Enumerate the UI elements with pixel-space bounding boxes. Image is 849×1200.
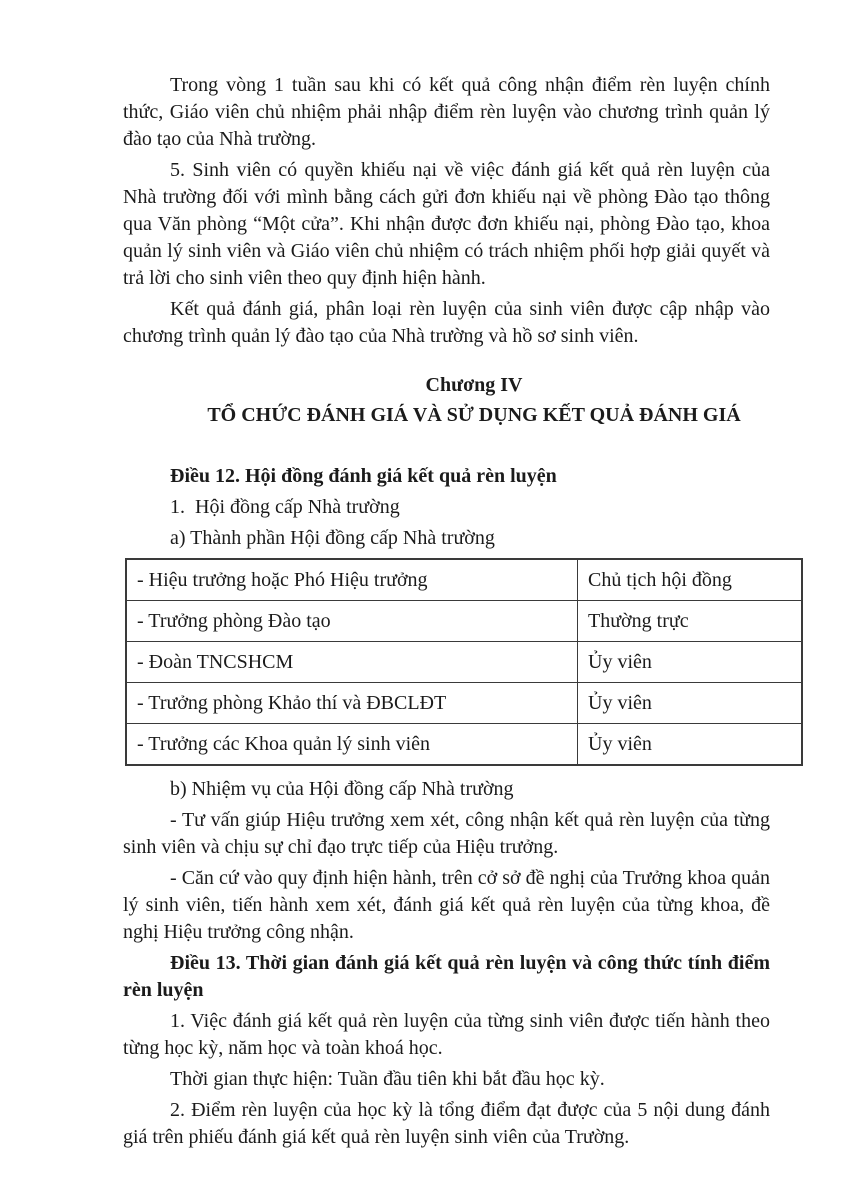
chapter-title: TỔ CHỨC ĐÁNH GIÁ VÀ SỬ DỤNG KẾT QUẢ ĐÁNH GIÁ	[207, 404, 741, 426]
paragraph-complaint-right: 5. Sinh viên có quyền khiếu nại về việc đánh giá kết quả rèn luyện của Nhà trường đối với mình bằng cách gửi đơn khiếu nại về phòng Đào tạo thông qua Văn phòng “Một cửa”. Khi nhận được đơn khiếu nại, phòng Đào tạo, khoa quản lý sinh viên và Giáo viên chủ nhiệm có trách nhiệm phối hợp giải quyết và trả lời cho sinh viên theo quy định hiện hành.	[123, 159, 775, 289]
council-members-table	[125, 558, 803, 766]
table-cell-member: - Trưởng các Khoa quản lý sinh viên	[126, 724, 578, 766]
article-12-duty-1: - Tư vấn giúp Hiệu trưởng xem xét, công nhận kết quả rèn luyện của từng sinh viên và chịu sự chỉ đạo trực tiếp của Hiệu trưởng.	[123, 809, 775, 858]
article-13-paragraph-1: 1. Việc đánh giá kết quả rèn luyện của từng sinh viên được tiến hành theo từng học kỳ, năm học và toàn khoá học.	[123, 1010, 775, 1059]
table-row	[126, 601, 802, 642]
article-13-heading: Điều 13. Thời gian đánh giá kết quả rèn luyện và công thức tính điểm rèn luyện	[123, 952, 775, 1001]
article-12-point-b: b) Nhiệm vụ của Hội đồng cấp Nhà trường	[170, 778, 514, 800]
chapter-heading-block	[123, 372, 770, 429]
paragraph-result-update: Kết quả đánh giá, phân loại rèn luyện của sinh viên được cập nhập vào chương trình quản lý đào tạo của Nhà trường và hồ sơ sinh viên.	[123, 298, 775, 347]
article-12-duty-2: - Căn cứ vào quy định hiện hành, trên cở sở đề nghị của Trưởng khoa quản lý sinh viên, tiến hành xem xét, đánh giá kết quả rèn luyện của từng khoa, đề nghị Hiệu trưởng công nhận.	[123, 867, 775, 943]
article-13-paragraph-2: Thời gian thực hiện: Tuần đầu tiên khi bắt đầu học kỳ.	[170, 1068, 605, 1090]
table-row	[126, 642, 802, 683]
table-cell-role: Chủ tịch hội đồng	[578, 559, 803, 601]
table-cell-member: - Trưởng phòng Đào tạo	[126, 601, 578, 642]
table-row	[126, 683, 802, 724]
article-12-clause-1: 1. Hội đồng cấp Nhà trường	[170, 496, 400, 518]
chapter-number: Chương IV	[425, 374, 523, 396]
table-row	[126, 559, 802, 601]
table-row	[126, 724, 802, 766]
article-12-heading: Điều 12. Hội đồng đánh giá kết quả rèn luyện	[170, 465, 557, 487]
table-cell-member: - Trưởng phòng Khảo thí và ĐBCLĐT	[126, 683, 578, 724]
article-12-point-a: a) Thành phần Hội đồng cấp Nhà trường	[170, 527, 495, 549]
table-cell-role: Ủy viên	[578, 683, 803, 724]
table-cell-role: Ủy viên	[578, 642, 803, 683]
table-cell-member: - Hiệu trưởng hoặc Phó Hiệu trưởng	[126, 559, 578, 601]
table-cell-role: Ủy viên	[578, 724, 803, 766]
table-cell-role: Thường trực	[578, 601, 803, 642]
table-cell-member: - Đoàn TNCSHCM	[126, 642, 578, 683]
paragraph-grade-entry: Trong vòng 1 tuần sau khi có kết quả công nhận điểm rèn luyện chính thức, Giáo viên chủ nhiệm phải nhập điểm rèn luyện vào chương trình quản lý đào tạo của Nhà trường.	[123, 74, 775, 150]
article-13-paragraph-3: 2. Điểm rèn luyện của học kỳ là tổng điểm đạt được của 5 nội dung đánh giá trên phiếu đánh giá kết quả rèn luyện sinh viên của Trường.	[123, 1099, 775, 1148]
